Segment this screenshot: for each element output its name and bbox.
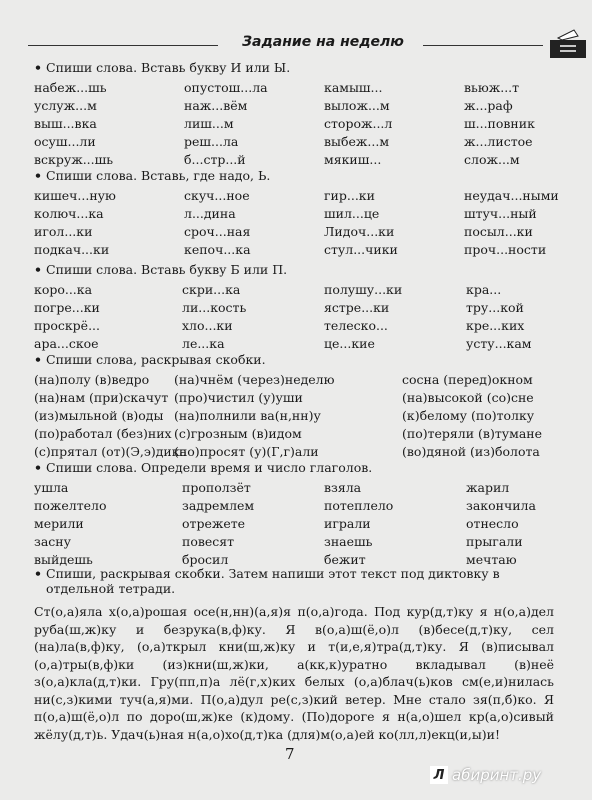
word-item: играли <box>324 516 371 531</box>
word-item: (с)прятал (от)(Э,э)дика <box>34 444 188 459</box>
dictation-text: Ст(о,а)яла х(о,а)рошая осе(н,нн)(а,я)я п(о,а)года. Под кур(д,т)ку я н(о,а)дел руба(ш,ж)ку и безрука(в,ф)ку. Я в(о,а)ш(ё,о)л (в)бесе(д,т)ку, сел (на)ла(в,ф)ку, (о,а)ткрыл кни(ш,ж)ку и т(и,е,я)тра(д,т)ку. Я (в)писывал (о,а)тры(в,ф)ки (из)кни(ш,ж)ки, а(кк,к)уратно вкладывал (в)неё з(о,а)кла(д,т)ки. Гру(пп,п)а лё(г,х)ких белых (о,а)блач(ь)ков см(е,и)нилась ни(с,з)кими туч(а,я)ми. П(о,а)дул ре(с,з)кий ветер. Мне стало зя(п,б)ко. Я п(о,а)ш(ё,о)л по доро(ш,ж)ке (к)дому. (По)дороге я н(а,о)шел кр(а,о)сивый жёлу(д,т)ь. Удач(ь)ная н(а,о)хо(д,т)ка (для)м(о,а)ей ко(лл,л)екц(и,ы)и! <box>34 604 554 742</box>
labirint-logo-icon: Л <box>430 766 448 784</box>
word-item: неудач...ными <box>464 188 559 203</box>
word-item: камыш... <box>324 80 383 95</box>
word-item: усту...кам <box>466 336 532 351</box>
page-title: Задание на неделю <box>242 34 404 50</box>
word-grid <box>34 79 564 169</box>
word-item: ж...раф <box>464 98 513 113</box>
task-instruction: • Спиши слова, раскрывая скобки. <box>34 352 266 367</box>
watermark-text: абиринт.ру <box>452 766 542 784</box>
word-item: осуш...ли <box>34 134 96 149</box>
task-instruction: • Спиши слова. Вставь, где надо, Ь. <box>34 168 271 183</box>
word-item: пожелтело <box>34 498 107 513</box>
word-item: наж...вём <box>184 98 248 113</box>
word-item: стул...чики <box>324 242 398 257</box>
word-item: телеско... <box>324 318 388 333</box>
word-item: бежит <box>324 552 366 567</box>
word-item: задремлем <box>182 498 255 513</box>
word-item: (из)мыльной (в)оды <box>34 408 164 423</box>
bullet-icon: • <box>34 352 42 367</box>
bullet-icon: • <box>34 168 42 183</box>
word-item: це...кие <box>324 336 375 351</box>
word-item: мякиш... <box>324 152 382 167</box>
word-item: выш...вка <box>34 116 97 131</box>
word-item: прыгали <box>466 534 523 549</box>
word-item: набеж...шь <box>34 80 107 95</box>
header-rule-left <box>28 45 218 46</box>
word-item: проч...ности <box>464 242 547 257</box>
word-item: ястре...ки <box>324 300 390 315</box>
word-item: игол...ки <box>34 224 93 239</box>
word-item: гир...ки <box>324 188 375 203</box>
word-item: выбеж...м <box>324 134 390 149</box>
word-item: (на)полу (в)ведро <box>34 372 150 387</box>
word-item: сторож...л <box>324 116 393 131</box>
word-item: полушу...ки <box>324 282 403 297</box>
bullet-icon: • <box>34 262 42 277</box>
word-item: (с)грозным (в)идом <box>174 426 302 441</box>
word-item: б...стр...й <box>184 152 246 167</box>
task-section-2 <box>34 168 564 259</box>
word-item: реш...ла <box>184 134 239 149</box>
word-item: знаешь <box>324 534 373 549</box>
word-grid <box>34 371 564 461</box>
word-item: потеплело <box>324 498 394 513</box>
word-item: (по)работал (без)них <box>34 426 172 441</box>
word-item: опустош...ла <box>184 80 268 95</box>
word-item: кре...ких <box>466 318 525 333</box>
word-item: ж...листое <box>464 134 533 149</box>
word-item: скри...ка <box>182 282 241 297</box>
word-item: (к)белому (по)толку <box>402 408 535 423</box>
word-item: (про)чистил (у)уши <box>174 390 303 405</box>
word-item: шил...це <box>324 206 380 221</box>
word-item: отнесло <box>466 516 519 531</box>
word-item: ара...ское <box>34 336 99 351</box>
word-item: кишеч...ную <box>34 188 116 203</box>
word-grid <box>34 479 564 569</box>
task-instruction: • Спиши слова. Вставь букву Б или П. <box>34 262 288 277</box>
word-item: подкач...ки <box>34 242 110 257</box>
word-item: л...дина <box>184 206 236 221</box>
word-item: отрежете <box>182 516 246 531</box>
word-item: колюч...ка <box>34 206 104 221</box>
word-item: вьюж...т <box>464 80 520 95</box>
word-item: штуч...ный <box>464 206 537 221</box>
word-item: взяла <box>324 480 362 495</box>
word-item: закончила <box>466 498 536 513</box>
word-item: (по)просят (у)(Г,г)али <box>174 444 319 459</box>
word-item: выйдешь <box>34 552 93 567</box>
bullet-icon: • <box>34 460 42 475</box>
word-grid <box>34 281 564 353</box>
task-section-3 <box>34 262 564 353</box>
word-item: мерили <box>34 516 84 531</box>
page-number: 7 <box>285 745 295 763</box>
word-item: лиш...м <box>184 116 234 131</box>
word-item: мечтаю <box>466 552 517 567</box>
word-item: ш...повник <box>464 116 535 131</box>
word-item: тру...кой <box>466 300 524 315</box>
header-rule-right <box>423 45 543 46</box>
word-item: скуч...ное <box>184 188 250 203</box>
task-instruction: • Спиши, раскрывая скобки. Затем напиши этот текст под диктовку в отдельной тетради. <box>34 566 500 596</box>
word-item: погре...ки <box>34 300 100 315</box>
word-item: повесят <box>182 534 235 549</box>
word-item: жарил <box>466 480 510 495</box>
feather-inkwell-icon <box>548 26 588 58</box>
word-item: сроч...ная <box>184 224 251 239</box>
task-section-dictation <box>34 566 564 600</box>
word-item: кепоч...ка <box>184 242 251 257</box>
word-item: ли...кость <box>182 300 247 315</box>
watermark <box>430 766 541 784</box>
word-item: услуж...м <box>34 98 97 113</box>
word-item: (на)высокой (со)сне <box>402 390 534 405</box>
word-item: хло...ки <box>182 318 233 333</box>
page-header <box>28 26 568 56</box>
word-item: проползёт <box>182 480 251 495</box>
word-item: ушла <box>34 480 69 495</box>
word-item: Лидоч...ки <box>324 224 395 239</box>
task-section-5 <box>34 460 564 569</box>
word-item: вскруж...шь <box>34 152 114 167</box>
task-section-1 <box>34 60 564 169</box>
word-item: (на)полнили ва(н,нн)у <box>174 408 321 423</box>
word-item: слож...м <box>464 152 520 167</box>
word-item: (на)чнём (черeз)неделю <box>174 372 335 387</box>
bullet-icon: • <box>34 566 42 581</box>
task-instruction: • Спиши слова. Определи время и число глаголов. <box>34 460 373 475</box>
word-item: засну <box>34 534 71 549</box>
word-item: (по)теряли (в)тумане <box>402 426 543 441</box>
word-item: коро...ка <box>34 282 93 297</box>
bullet-icon: • <box>34 60 42 75</box>
word-grid <box>34 187 564 259</box>
task-instruction: • Спиши слова. Вставь букву И или Ы. <box>34 60 291 75</box>
word-item: сосна (перед)окном <box>402 372 533 387</box>
word-item: (на)нам (при)скачут <box>34 390 169 405</box>
word-item: проскрё... <box>34 318 100 333</box>
word-item: ле...ка <box>182 336 225 351</box>
word-item: вылож...м <box>324 98 390 113</box>
task-section-4 <box>34 352 564 461</box>
word-item: бросил <box>182 552 229 567</box>
word-item: посыл...ки <box>464 224 533 239</box>
word-item: кра... <box>466 282 502 297</box>
word-item: (во)дяной (из)болота <box>402 444 540 459</box>
